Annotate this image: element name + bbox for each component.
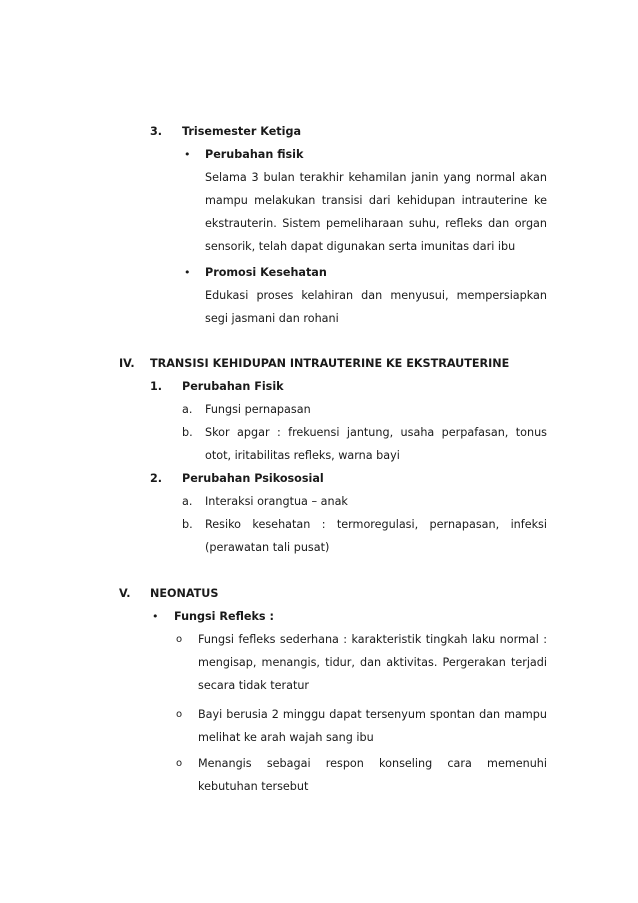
- bullet-dot: •: [152, 610, 159, 623]
- list-item-continued: otot, iritabilitas refleks, warna bayi: [205, 449, 400, 462]
- list-marker: b.: [182, 518, 193, 531]
- item-title-perubahan-fisik: Perubahan fisik: [205, 148, 304, 161]
- paragraph-line: Fungsi fefleks sederhana : karakteristik tingkah laku normal :: [198, 633, 547, 646]
- list-marker: b.: [182, 426, 193, 439]
- list-item: Skor apgar : frekuensi jantung, usaha perpafasan, tonus: [205, 426, 547, 439]
- paragraph-line: mengisap, menangis, tidur, dan aktivitas. Pergerakan terjadi: [198, 656, 547, 669]
- sub-2-title: Perubahan Psikososial: [182, 472, 324, 485]
- paragraph-line: kebutuhan tersebut: [198, 780, 309, 793]
- section-3-title: Trisemester Ketiga: [182, 125, 302, 138]
- paragraph-line: melihat ke arah wajah sang ibu: [198, 731, 374, 744]
- paragraph-line: ekstrauterin. Sistem pemeliharaan suhu, refleks dan organ: [205, 217, 547, 230]
- list-marker: a.: [182, 403, 193, 416]
- paragraph-line: sensorik, telah dapat digunakan serta imunitas dari ibu: [205, 240, 516, 253]
- circle-bullet-icon: o: [176, 709, 183, 720]
- item-title-promosi-kesehatan: Promosi Kesehatan: [205, 266, 327, 279]
- fungsi-refleks-title: Fungsi Refleks :: [174, 610, 274, 623]
- bullet-dot: •: [184, 266, 191, 279]
- section-v-title: NEONATUS: [150, 587, 219, 600]
- section-iv-number: IV.: [119, 357, 135, 370]
- section-v-number: V.: [119, 587, 131, 600]
- paragraph-line: segi jasmani dan rohani: [205, 312, 339, 325]
- paragraph-line: Edukasi proses kelahiran dan menyusui, mempersiapkan: [205, 289, 547, 302]
- sub-2-number: 2.: [150, 472, 163, 485]
- section-3-number: 3.: [150, 125, 163, 138]
- section-iv-title: TRANSISI KEHIDUPAN INTRAUTERINE KE EKSTRAUTERINE: [150, 357, 510, 370]
- list-marker: a.: [182, 495, 193, 508]
- paragraph-line: Selama 3 bulan terakhir kehamilan janin yang normal akan: [205, 171, 547, 184]
- paragraph-line: Menangis sebagai respon konseling cara memenuhi: [198, 757, 547, 770]
- list-item: Resiko kesehatan : termoregulasi, pernapasan, infeksi: [205, 518, 547, 531]
- paragraph-line: Bayi berusia 2 minggu dapat tersenyum spontan dan mampu: [198, 708, 547, 721]
- circle-bullet-icon: o: [176, 758, 183, 769]
- paragraph-line: mampu melakukan transisi dari kehidupan intrauterine ke: [205, 194, 547, 207]
- list-item-continued: (perawatan tali pusat): [205, 541, 330, 554]
- circle-bullet-icon: o: [176, 634, 183, 645]
- list-item: Interaksi orangtua – anak: [205, 495, 348, 508]
- bullet-dot: •: [184, 148, 191, 161]
- list-item: Fungsi pernapasan: [205, 403, 311, 416]
- sub-1-title: Perubahan Fisik: [182, 380, 284, 393]
- paragraph-line: secara tidak teratur: [198, 679, 310, 692]
- sub-1-number: 1.: [150, 380, 163, 393]
